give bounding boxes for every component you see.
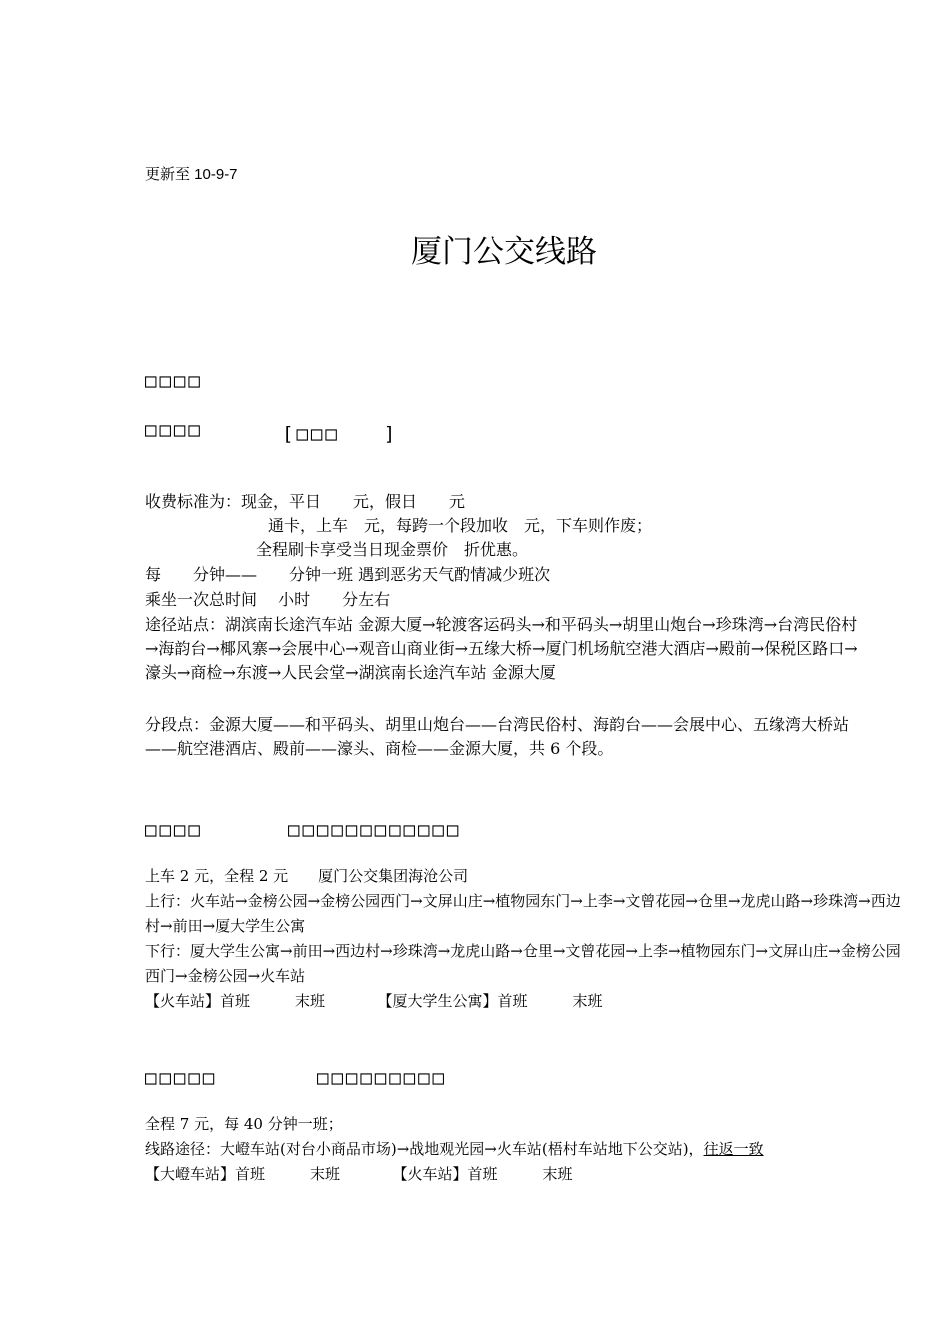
- section2-fare: 上车 2 元，全程 2 元 厦门公交集团海沧公司: [145, 867, 469, 885]
- section3-schedule: 【大嶝车站】首班 末班 【火车站】首班 末班: [145, 1165, 573, 1183]
- section3-heading-route: □□□□□□□□□: [317, 1067, 447, 1089]
- section3-route-text: 线路途径：大嶝车站(对台小商品市场)→战地观光园→火车站(梧村车站地下公交站)，: [145, 1140, 704, 1158]
- section2-upbound: 上行：火车站→金榜公园→金榜公园西门→文屏山庄→植物园东门→上李→文曾花园→仓里→龙虎山路→珍珠湾→西边村→前田→厦大学生公寓: [145, 892, 901, 935]
- card-fare: 通卡，上车 元，每跨一个段加收 元，下车则作废；: [268, 516, 653, 535]
- duration: 乘坐一次总时间 小时 分左右: [145, 590, 391, 609]
- section1-subheading-bracket: [□□□ ]: [282, 423, 399, 445]
- update-date: 更新至 10-9-7: [145, 166, 238, 183]
- section2-downbound: 下行：厦大学生公寓→前田→西边村→珍珠湾→龙虎山路→仓里→文曾花园→上李→植物园东门→文屏山庄→金榜公园西门→金榜公园→火车站: [145, 942, 901, 985]
- section2-schedule: 【火车站】首班 末班 【厦大学生公寓】首班 末班: [145, 992, 603, 1010]
- section3-heading: □□□□□: [145, 1067, 218, 1089]
- frequency: 每 分钟—— 分钟一班 遇到恶劣天气酌情减少班次: [145, 565, 551, 584]
- round-trip-link[interactable]: 往返一致: [703, 1140, 764, 1158]
- section3-fare: 全程 7 元，每 40 分钟一班；: [145, 1115, 343, 1133]
- section1-subheading: □□□□: [145, 419, 203, 441]
- fare-standard: 收费标准为：现金，平日 元，假日 元: [145, 492, 466, 511]
- section2-heading: □□□□: [145, 819, 203, 841]
- section3-route: [145, 1137, 764, 1162]
- route-stops: 途径站点：湖滨南长途汽车站 金源大厦→轮渡客运码头→和平码头→胡里山炮台→珍珠湾→台湾民俗村→海韵台→椰风寨→会展中心→观音山商业街→五缘大桥→厦门机场航空港大酒店→殿前→保税区路口→濠头→商检→东渡→人民会堂→湖滨南长途汽车站 金源大厦: [145, 615, 858, 682]
- section2-heading-route: □□□□□□□□□□□□: [288, 819, 462, 841]
- section1-heading: □□□□: [145, 370, 203, 392]
- route-segments: 分段点：金源大厦——和平码头、胡里山炮台——台湾民俗村、海韵台——会展中心、五缘湾大桥站——航空港酒店、殿前——濠头、商检——金源大厦，共 6 个段。: [145, 715, 850, 758]
- card-discount: 全程刷卡享受当日现金票价 折优惠。: [256, 540, 529, 559]
- page-title: 厦门公交线路: [411, 234, 597, 270]
